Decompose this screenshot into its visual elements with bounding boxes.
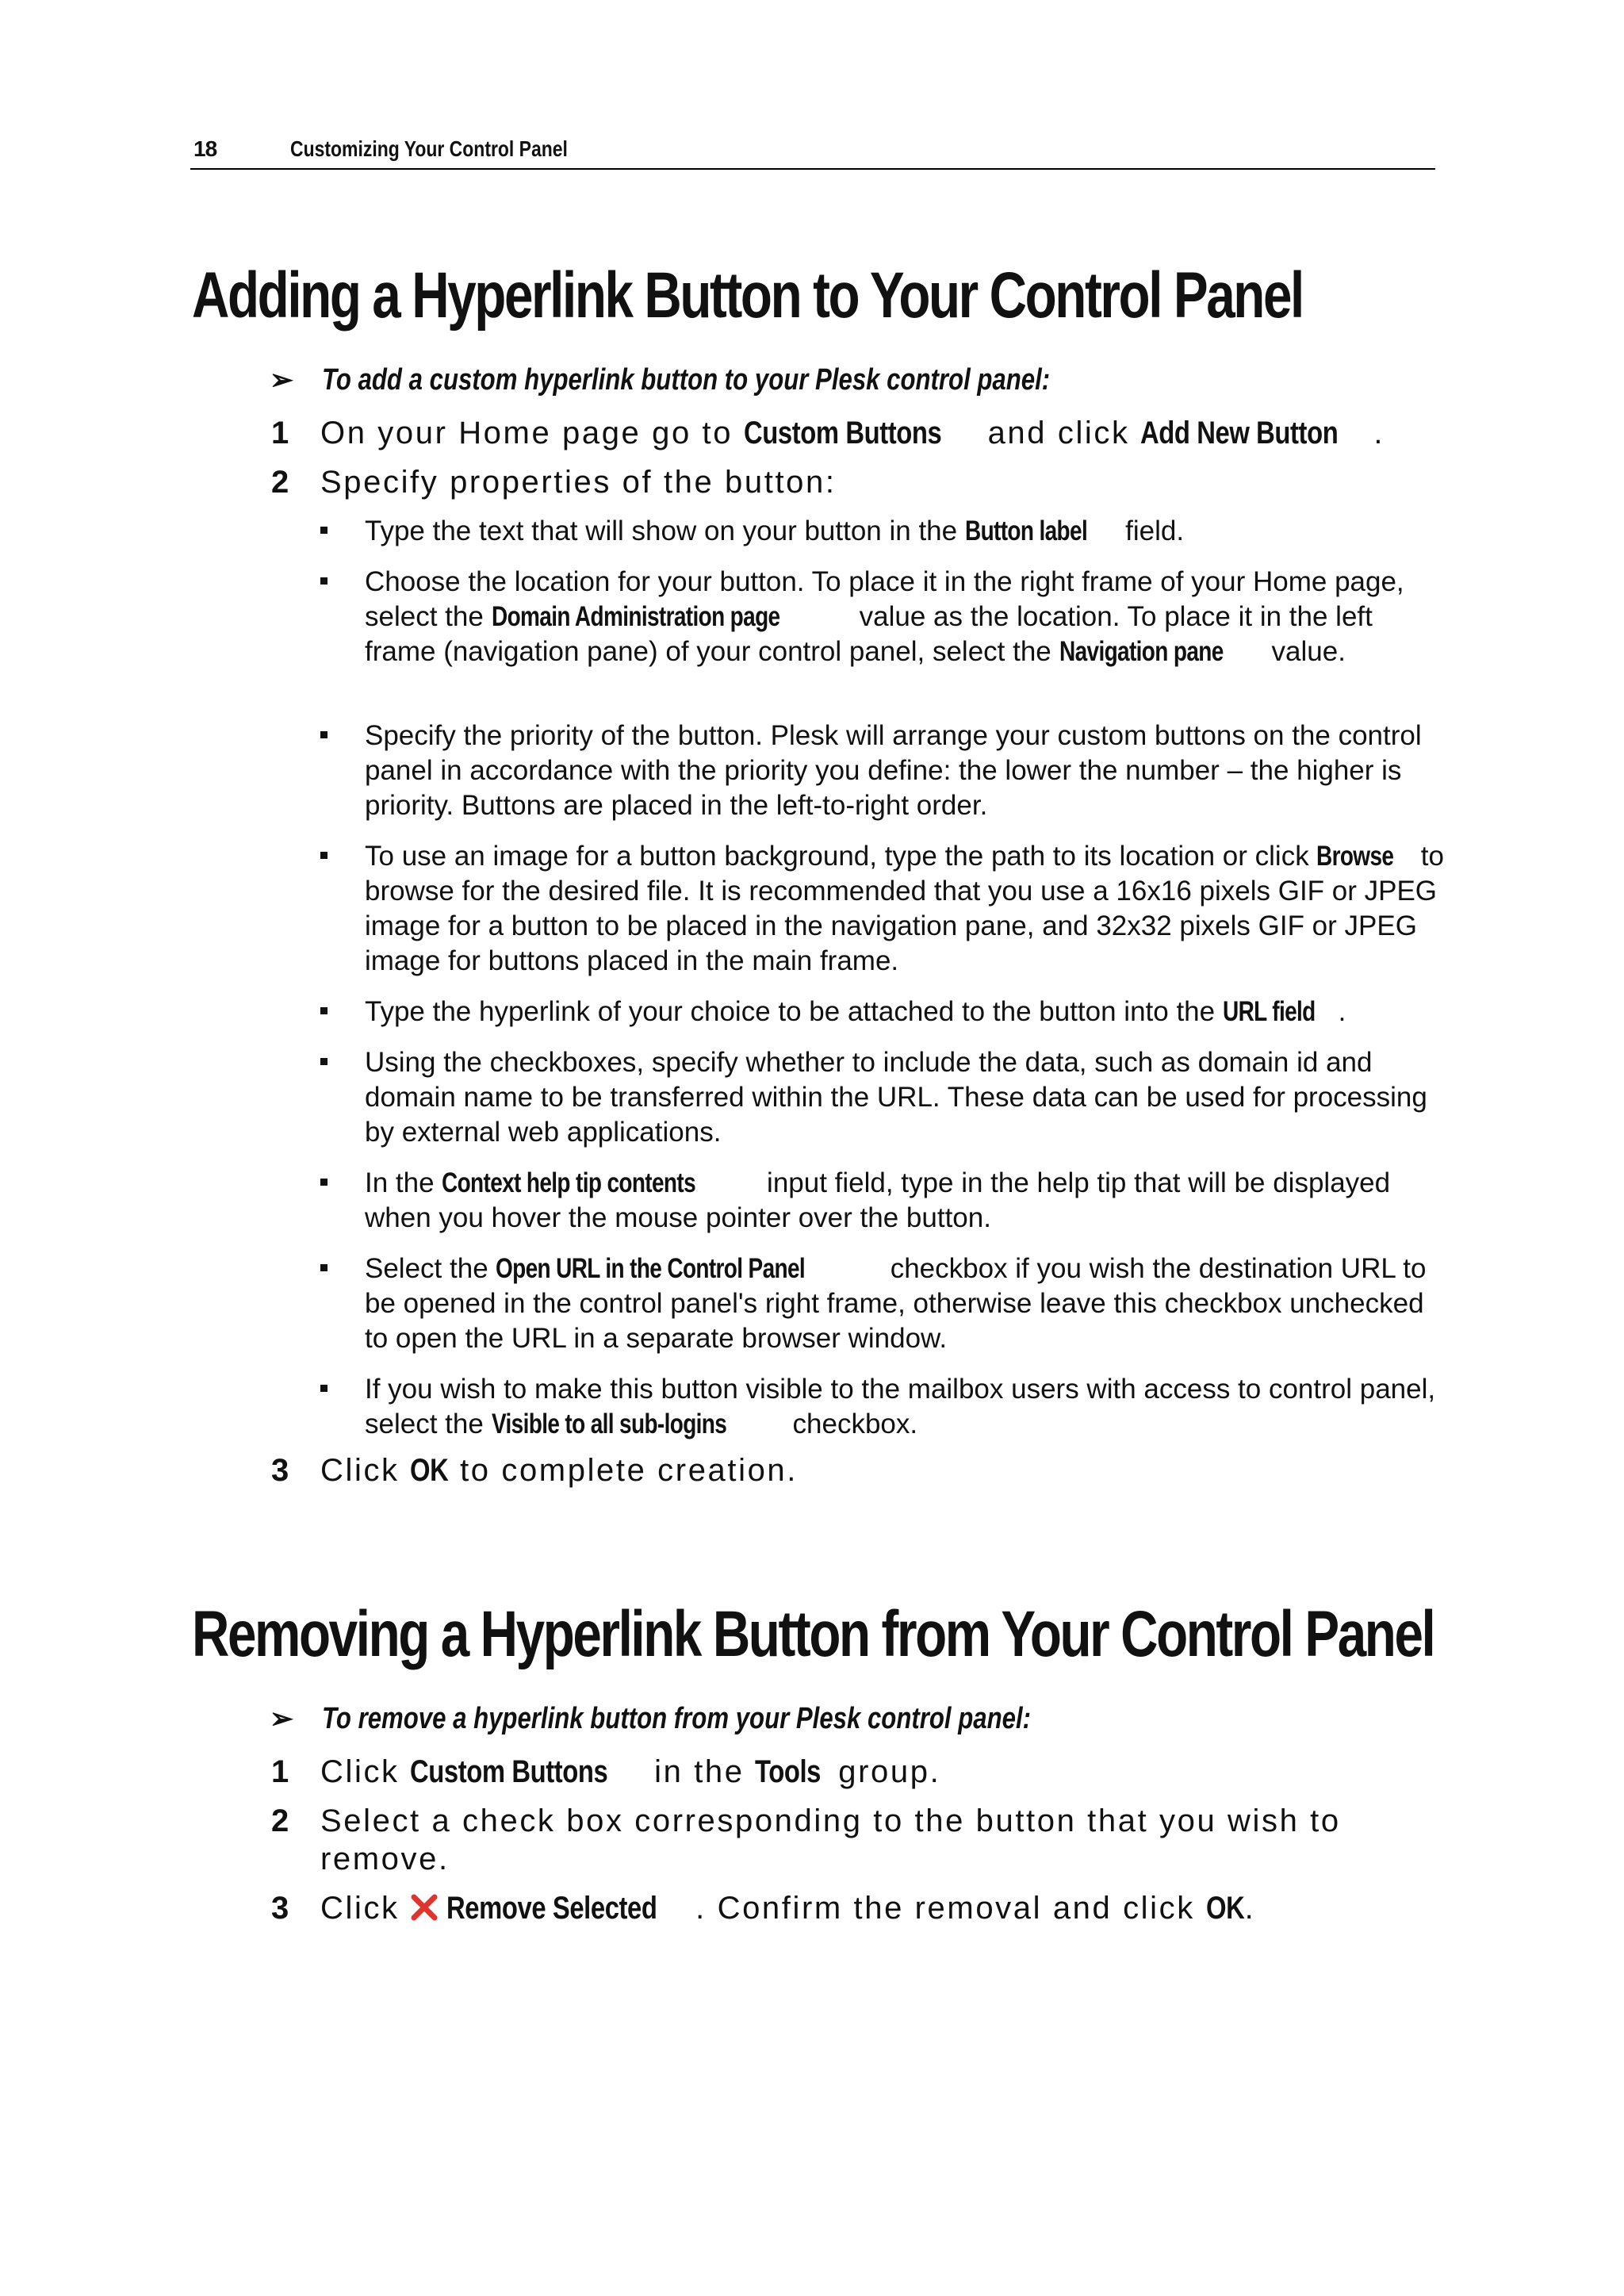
arrow-bullet-icon: ➢ [270,1702,294,1734]
square-bullet-icon [320,731,327,738]
procedure-intro-add: ➢ To add a custom hyperlink button to your Plesk control panel: [270,363,1051,397]
square-bullet-icon [320,527,327,534]
custom-buttons-ref: Custom Buttons [410,1754,608,1789]
square-bullet-icon [320,852,327,859]
red-x-remove-icon [410,1893,439,1922]
custom-buttons-ref: Custom Buttons [743,416,942,450]
procedure-intro-remove: ➢ To remove a hyperlink button from your Plesk control panel: [270,1702,1031,1735]
section-title-removing: Removing a Hyperlink Button from Your Control Panel [192,1598,1434,1670]
square-bullet-icon [320,1264,327,1271]
remove-selected-ref: Remove Selected [446,1891,657,1926]
square-bullet-icon [320,1385,327,1392]
page-number: 18 [193,136,217,161]
running-header-title: Customizing Your Control Panel [290,136,568,161]
manual-page: 18 Customizing Your Control Panel Adding a Hyperlink Button to Your Control Panel ➢ To add a custom hyperlink button to your Plesk control panel: 1 On your Home page go to Custom Buttons and click Add New Button . 2 Specify properties of the button: Type the text that will show on your button in the Button label field. Choose the location for your button. To place it in the right frame of your Home page, select the Domain Administration page value as the location. To place it in the left frame (navigation pane) of your control panel, select the Navigation pane value. Specify the priority of the button. Plesk will arrange your custom buttons on the control panel in accordance with the priority you define: the lower the number – the higher is priority. Buttons are placed in the left-to-right order. To use an image for a button background, type the path to its location or click Browse to browse for the desired file. It is recommended that you use a 16x16 pixels GIF or JPEG image for a button to be placed in the navigation pane, and 32x32 pixels GIF or JPEG image for buttons placed in the main frame. Type the hyperlink of your choice to be attached to the button into the URL field . Using the checkboxes, specify whether to include the data, such as domain id and domain name to be transferred within the URL. These data can be used for processing by external web applications. In the Context help tip contents input field, type in the help tip that will be displayed when you hover the mouse pointer over the button. Select the Open URL in the Control Panel checkbox if you wish the destination URL to be opened in the control panel's right frame, otherwise leave this checkbox unchecked to open the URL in a separate browser window. If you wish to make this button visible to the mailbox users with access to control panel, select the Visible to all sub-logins checkbox. 3 Click OK to complete creation. Removing a Hyperlink Button from Your Control Panel ➢ To remove a hyperlink button from your Plesk control panel: 1 Click Custom Buttons in the Tools group. 2 Select a check box corresponding to the button that you wish to remove. 3 Click Remove Selected . Confirm the removal and click OK. [0,0,1624,2296]
ok-button-ref: OK [1205,1891,1244,1926]
square-bullet-icon [320,577,327,585]
running-header [190,133,1435,170]
arrow-bullet-icon: ➢ [270,363,294,396]
square-bullet-icon [320,1007,327,1014]
section-title-adding: Adding a Hyperlink Button to Your Control Panel [192,259,1303,332]
ok-button-ref: OK [410,1453,449,1488]
add-new-button-ref: Add New Button [1140,416,1339,450]
square-bullet-icon [320,1058,327,1065]
tools-group-ref: Tools [755,1754,822,1789]
square-bullet-icon [320,1179,327,1186]
